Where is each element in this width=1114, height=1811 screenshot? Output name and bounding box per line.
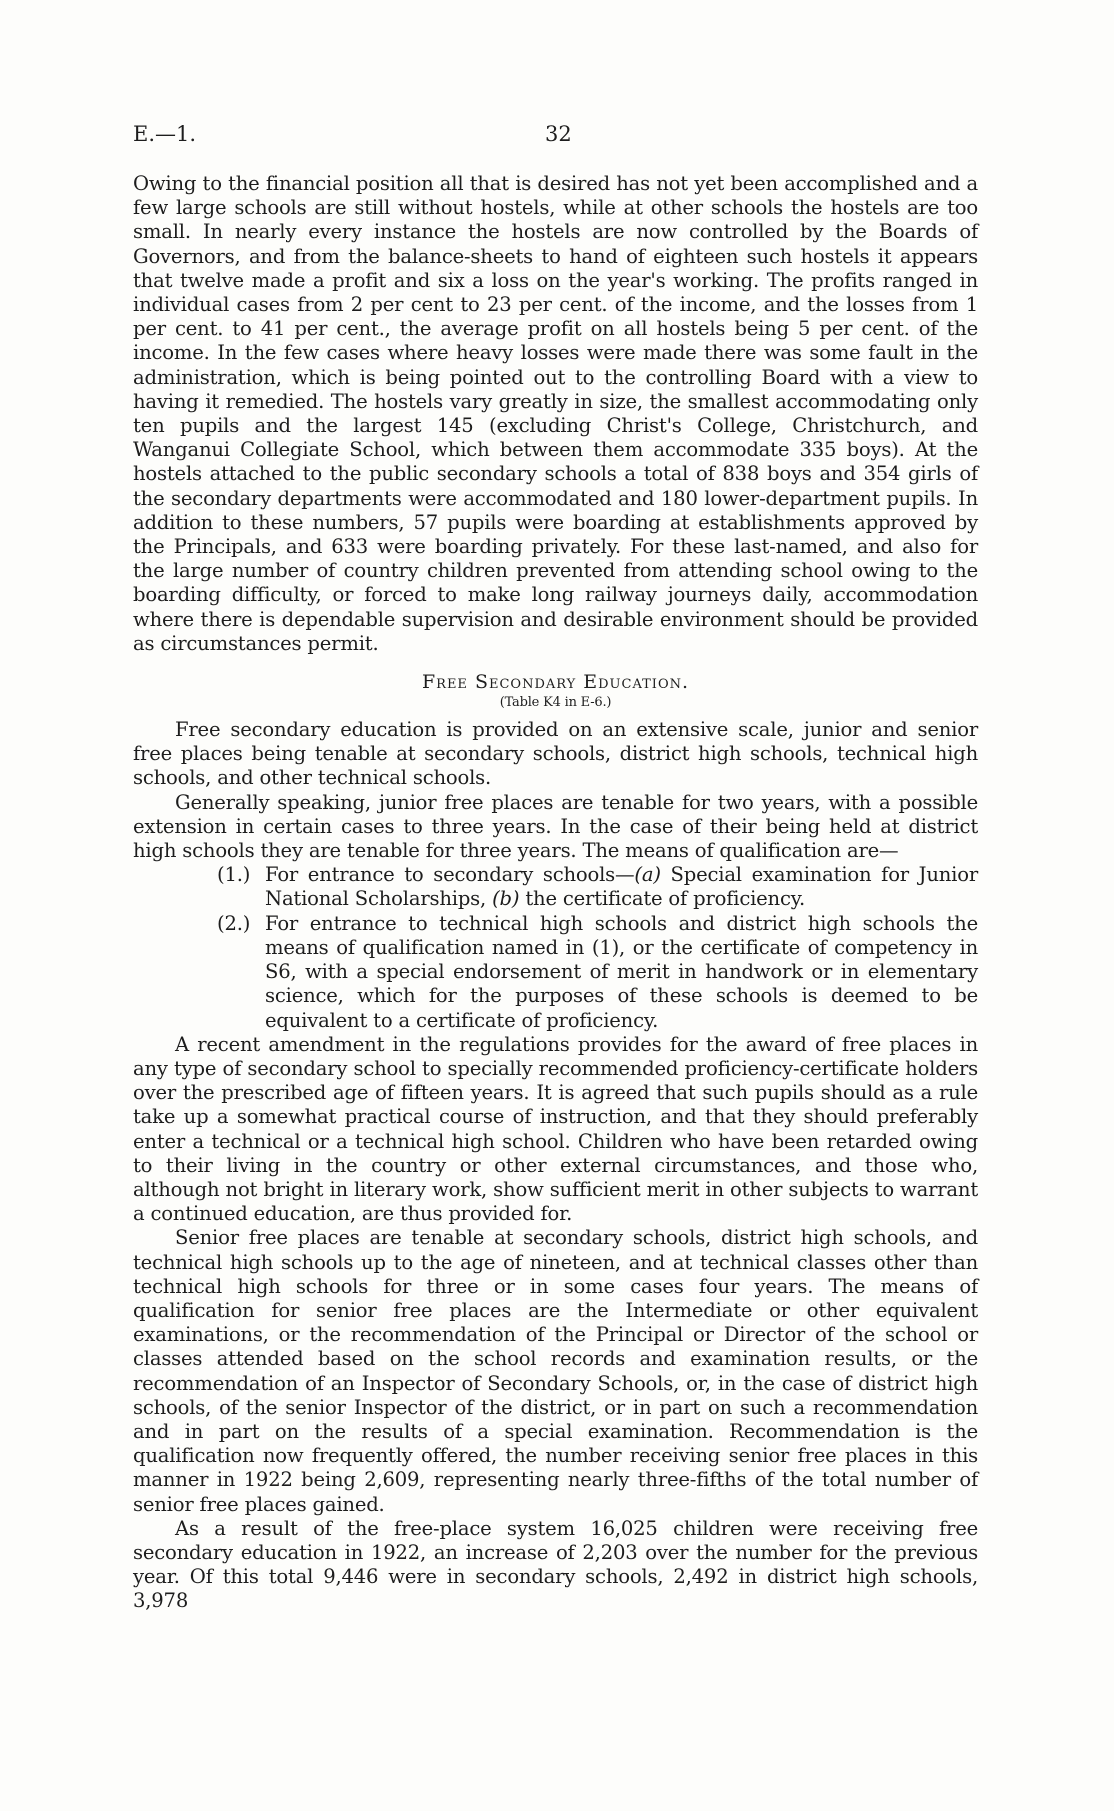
list-item-text xyxy=(265,863,978,911)
document-body xyxy=(133,172,978,1614)
list-text-part: Special examination for Junior National Scholarships, xyxy=(265,863,978,911)
list-item-text: For entrance to technical high schools and district high schools the means of qualification named in (1), or the certificate of competency in S6, with a special endorsement of merit in handwork or in elementary science, which for the purposes of these schools is deemed to be equivalent to a certificate of proficiency. xyxy=(265,911,978,1032)
list-option-a: (a) xyxy=(634,863,661,887)
paragraph-amendment: A recent amendment in the regulations provides for the award of free places in any type of secondary school to specially recommended proficiency-certificate holders over the prescribed age of fifteen years. It is agreed that such pupils should as a rule take up a somewhat practical course of instruction, and that they should preferably enter a technical or a technical high school. Children who have been retarded owing to their living in the country or other external circumstances, and those who, although not bright in literary work, show sufficient merit in other subjects to warrant a continued education, are thus provided for. xyxy=(133,1032,978,1226)
table-reference: (Table K4 in E-6.) xyxy=(499,695,612,711)
paragraph-free-secondary: Free secondary education is provided on an extensive scale, junior and senior free places being tenable at secondary schools, district high schools, technical high schools, and other technical schools. xyxy=(133,718,978,790)
page-header xyxy=(133,122,978,152)
list-item xyxy=(217,912,978,1033)
paragraph-senior-free-places: Senior free places are tenable at secondary schools, district high schools, and technical high schools up to the age of nineteen, and at technical classes other than technical high schools for three or in some cases four years. The means of qualification for senior free places are the Intermediate or other equivalent examinations, or the recommendation of the Principal or Director of the school or classes attended based on the school records and examination results, or the recommendation of an Inspector of Secondary Schools, or, in the case of district high schools, of the senior Inspector of the district, or in part on such a recommendation and in part on the results of a special examination. Recommendation is the qualification now frequently offered, the number receiving senior free places in this manner in 1922 being 2,609, representing nearly three-fifths of the total number of senior free places gained. xyxy=(133,1226,978,1516)
list-option-b: (b) xyxy=(492,887,520,911)
page-number: 32 xyxy=(545,122,572,146)
paragraph-junior-free-places: Generally speaking, junior free places are tenable for two years, with a possible extension in certain cases to three years. In the case of their being held at district high schools they are tenable for three years. The means of qualification are— xyxy=(133,790,978,863)
list-text-part: the certificate of proficiency. xyxy=(519,887,806,911)
paragraph-hostels: Owing to the financial position all that is desired has not yet been accomplished and a few large schools are still without hostels, while at other schools the hostels are too small. In nearly every instance the hostels are now controlled by the Boards of Governors, and from the balance-sheets to hand of eighteen such hostels it appears that twelve made a profit and six a loss on the year's working. The profits ranged in individual cases from 2 per cent to 23 per cent. of the income, and the losses from 1 per cent. to 41 per cent., the average profit on all hostels being 5 per cent. of the income. In the few cases where heavy losses were made there was some fault in the administration, which is being pointed out to the controlling Board with a view to having it remedied. The hostels vary greatly in size, the smallest accommodating only ten pupils and the largest 145 (excluding Christ's College, Christchurch, and Wanganui Collegiate School, which between them accommodate 335 boys). At the hostels attached to the public secondary schools a total of 838 boys and 354 girls of the secondary departments were accommodated and 180 lower-department pupils. In addition to these numbers, 57 pupils were boarding at establishments approved by the Principals, and 633 were boarding privately. For these last-named, and also for the large number of country children prevented from attending school owing to the boarding difficulty, or forced to make long railway journeys daily, accommodation where there is dependable supervision and desirable environment should be provided as circumstances permit. xyxy=(133,172,978,655)
list-marker: (2.) xyxy=(217,911,251,935)
list-text-part: For entrance to secondary schools— xyxy=(265,863,635,887)
paragraph-free-place-system: As a result of the free-place system 16,025 children were receiving free secondary education in 1922, an increase of 2,203 over the number for the previous year. Of this total 9,446 were in secondary schools, 2,492 in district high schools, 3,978 xyxy=(133,1516,978,1613)
section-heading xyxy=(133,670,978,694)
document-reference: E.—1. xyxy=(133,122,197,146)
list-item xyxy=(217,863,978,911)
section-heading-text: Free Secondary Education. xyxy=(421,671,690,694)
list-marker: (1.) xyxy=(217,863,251,887)
